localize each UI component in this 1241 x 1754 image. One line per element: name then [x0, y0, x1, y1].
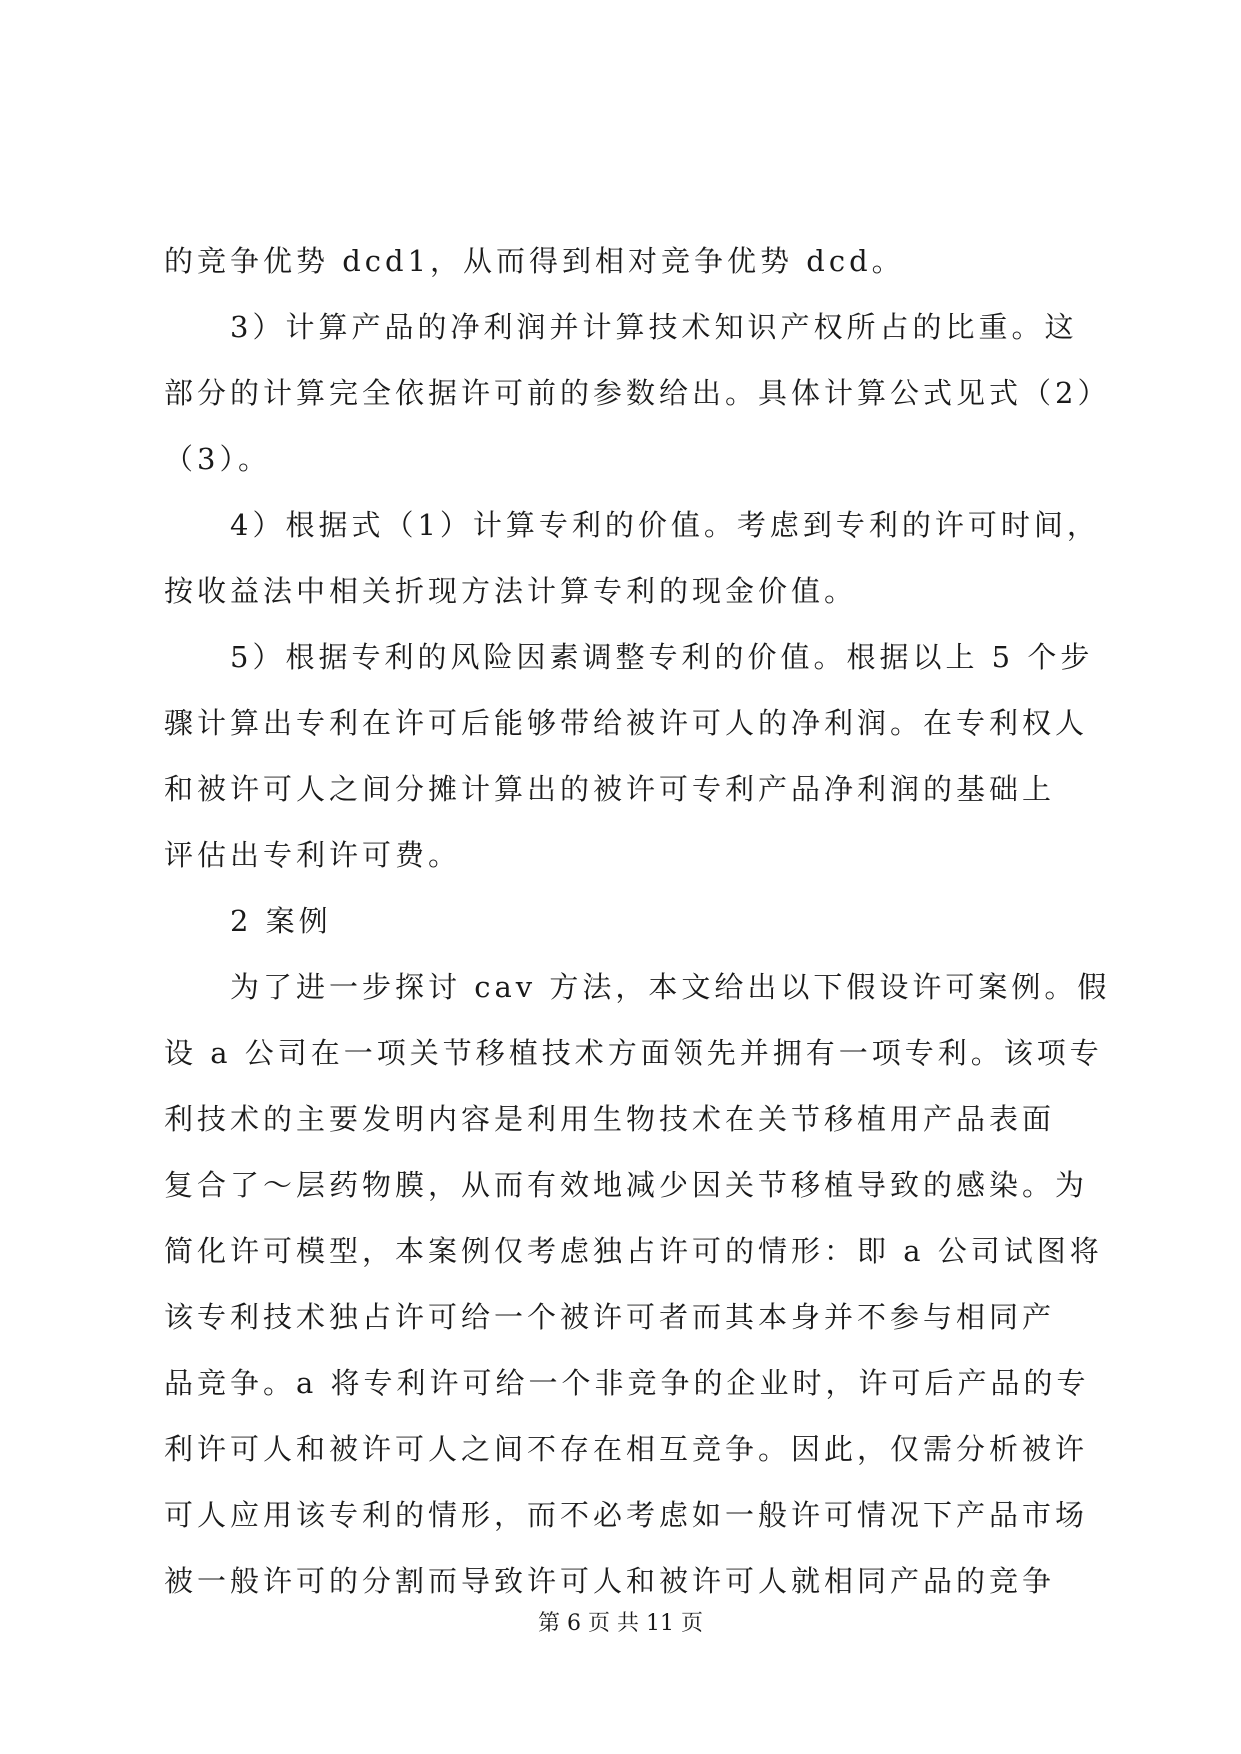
- text-line: 5）根据专利的风险因素调整专利的价值。根据以上 5 个步: [230, 640, 1094, 674]
- section-heading: 2 案例: [230, 904, 332, 938]
- text-line: 设 a 公司在一项关节移植技术方面领先并拥有一项专利。该项专: [164, 1036, 1103, 1070]
- text-line: 利许可人和被许可人之间不存在相互竞争。因此，仅需分析被许: [164, 1432, 1089, 1466]
- text-line: 利技术的主要发明内容是利用生物技术在关节移植用产品表面: [164, 1102, 1056, 1136]
- text-line: 可人应用该专利的情形，而不必考虑如一般许可情况下产品市场: [164, 1498, 1089, 1532]
- text-line: 被一般许可的分割而导致许可人和被许可人就相同产品的竞争: [164, 1564, 1056, 1598]
- text-line: 3）计算产品的净利润并计算技术知识产权所占的比重。这: [230, 310, 1078, 344]
- text-line: 复合了～层药物膜，从而有效地减少因关节移植导致的感染。为: [164, 1168, 1089, 1202]
- text-line: 为了进一步探讨 cav 方法，本文给出以下假设许可案例。假: [230, 970, 1111, 1004]
- page-number-footer: 第 6 页 共 11 页: [538, 1611, 703, 1636]
- text-line: 品竞争。a 将专利许可给一个非竞争的企业时，许可后产品的专: [164, 1366, 1090, 1400]
- text-line: 简化许可模型，本案例仅考虑独占许可的情形：即 a 公司试图将: [164, 1234, 1103, 1268]
- text-line: 骤计算出专利在许可后能够带给被许可人的净利润。在专利权人: [164, 706, 1089, 740]
- text-line: 4）根据式（1）计算专利的价值。考虑到专利的许可时间，: [230, 508, 1100, 542]
- text-line: 评估出专利许可费。: [164, 838, 462, 872]
- text-line: 部分的计算完全依据许可前的参数给出。具体计算公式见式（2）: [164, 376, 1111, 410]
- text-line: 按收益法中相关折现方法计算专利的现金价值。: [164, 574, 858, 608]
- body-text: [164, 228, 1111, 1614]
- text-line: （3）。: [164, 442, 271, 476]
- text-line: 的竞争优势 dcd1，从而得到相对竞争优势 dcd。: [164, 244, 905, 278]
- text-line: 和被许可人之间分摊计算出的被许可专利产品净利润的基础上: [164, 772, 1056, 806]
- text-line: 该专利技术独占许可给一个被许可者而其本身并不参与相同产: [164, 1300, 1056, 1334]
